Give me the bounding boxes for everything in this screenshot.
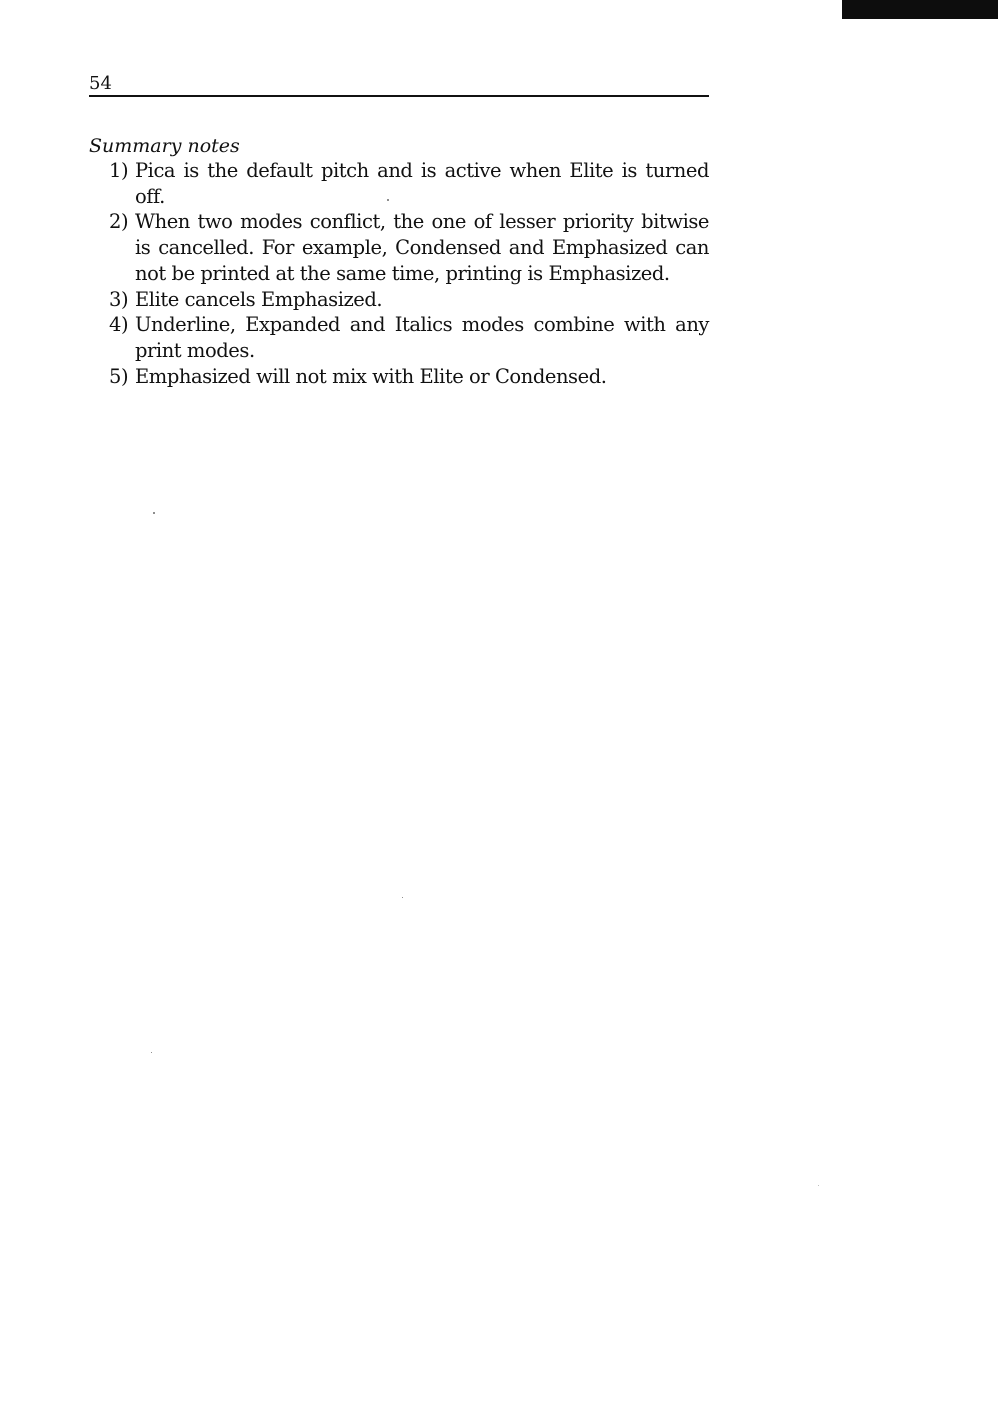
- list-item-text: Emphasized will not mix with Elite or Condensed.: [135, 364, 607, 388]
- scan-speck: [402, 897, 403, 898]
- scan-speck: [818, 1185, 819, 1186]
- list-item: [89, 312, 709, 363]
- scan-speck: [153, 512, 155, 514]
- list-item: [89, 158, 709, 209]
- list-item: [89, 287, 709, 313]
- list-item-number: 1): [109, 159, 129, 182]
- list-item-text: Underline, Expanded and Italics modes combine with any print modes.: [135, 313, 709, 362]
- list-item-text: Elite cancels Emphasized.: [135, 287, 383, 311]
- list-item-number: 2): [109, 210, 129, 234]
- list-item-number: 4): [109, 313, 129, 337]
- scan-speck: [151, 1052, 152, 1053]
- summary-notes-list: [89, 158, 709, 389]
- section-title: Summary notes: [89, 135, 240, 157]
- page-edge-tab: [842, 0, 998, 19]
- list-item-number: 3): [109, 287, 129, 311]
- page-number: 54: [89, 73, 112, 94]
- list-item: [89, 209, 709, 286]
- header-rule: [89, 95, 709, 97]
- list-item: [89, 364, 709, 390]
- list-item-text: Pica is the default pitch and is active when Elite is turned off.: [135, 159, 709, 208]
- list-item-text: When two modes conflict, the one of lesser priority bitwise is cancelled. For example, Condensed and Emphasized can not be printed at the same time, printing is Emphasized.: [135, 210, 709, 285]
- scan-speck: [387, 199, 389, 201]
- list-item-number: 5): [109, 364, 129, 388]
